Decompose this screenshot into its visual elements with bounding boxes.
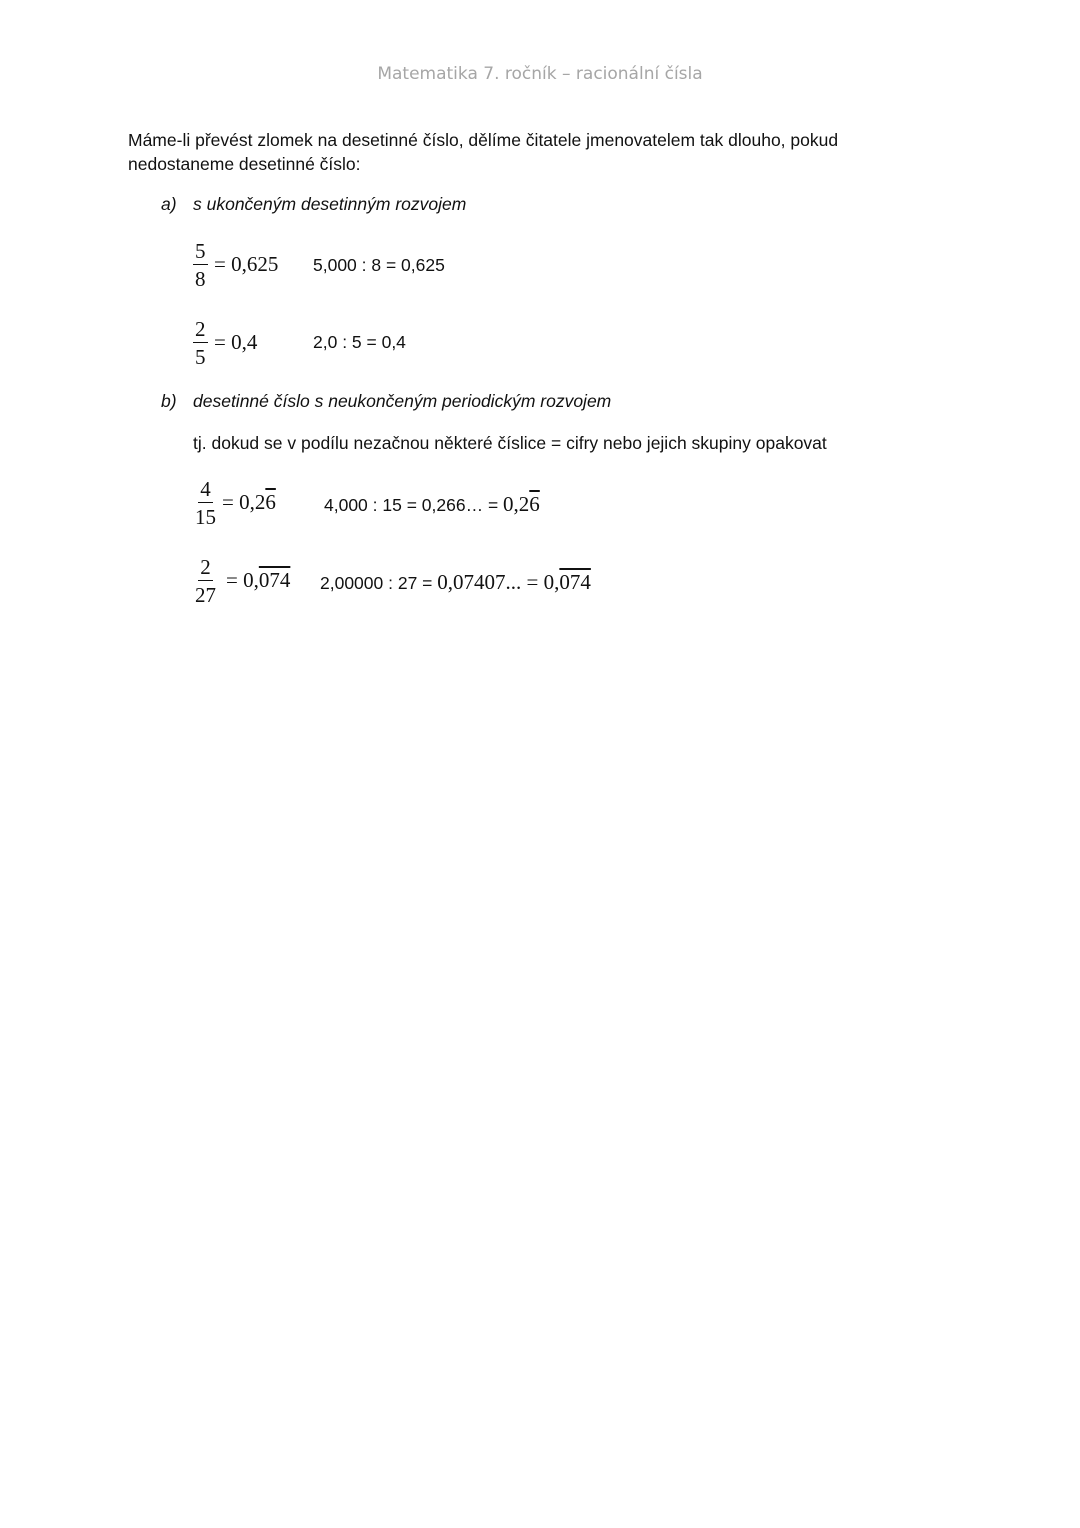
calc-result (544, 570, 591, 594)
calc-2-5: 2,0 : 5 = 0,4 (313, 332, 406, 352)
section-b-heading (161, 391, 611, 412)
calc-quotient: 0,07407... = (437, 570, 544, 594)
calc-5-8: 5,000 : 8 = 0,625 (313, 255, 445, 275)
period-digits: 6 (529, 492, 540, 516)
period-digits: 074 (559, 570, 591, 594)
denominator: 27 (195, 583, 216, 607)
denominator: 15 (195, 505, 216, 529)
calc-result (503, 492, 540, 516)
period-digits: 074 (258, 568, 291, 592)
result-prefix: 0,2 (503, 492, 530, 516)
numerator: 2 (200, 555, 211, 579)
result-2-27 (226, 568, 290, 593)
numerator: 2 (195, 317, 206, 341)
denominator: 5 (195, 345, 206, 369)
intro-line-1: Máme-li převést zlomek na desetinné číslo, dělíme čitatele jmenovatelem tak dlouho, pokud (128, 130, 839, 150)
fraction-2-5 (193, 318, 208, 368)
section-b-label: desetinné číslo s neukončeným periodickým rozvojem (193, 391, 612, 411)
result-prefix: 0, (543, 570, 560, 594)
numerator: 4 (200, 477, 211, 501)
intro-line-2: nedostaneme desetinné číslo: (128, 154, 361, 174)
calc-text: 4,000 : 15 = 0,266… = (324, 495, 504, 515)
section-a-label: s ukončeným desetinným rozvojem (193, 194, 467, 214)
calc-4-15 (324, 492, 540, 517)
section-b-note: tj. dokud se v podílu nezačnou některé číslice = cifry nebo jejich skupiny opakovat (193, 433, 827, 453)
denominator: 8 (195, 267, 206, 291)
calc-text: 2,00000 : 27 = (320, 573, 438, 593)
period-digits: 6 (265, 490, 276, 514)
numerator: 5 (195, 239, 206, 263)
intro-paragraph (128, 128, 908, 176)
result-4-15 (222, 490, 276, 515)
section-a-marker: a) (161, 194, 177, 214)
result-prefix: = 0,2 (222, 490, 266, 514)
result-prefix: = 0, (226, 568, 259, 592)
section-b-marker: b) (161, 391, 177, 411)
fraction-5-8 (193, 240, 208, 290)
fraction-4-15 (195, 478, 216, 528)
section-a-heading (161, 194, 466, 215)
result-2-5: = 0,4 (214, 330, 258, 354)
result-5-8: = 0,625 (214, 252, 279, 276)
calc-2-27 (320, 570, 591, 595)
fraction-2-27 (195, 556, 216, 606)
page-header: Matematika 7. ročník – racionální čísla (377, 64, 703, 84)
